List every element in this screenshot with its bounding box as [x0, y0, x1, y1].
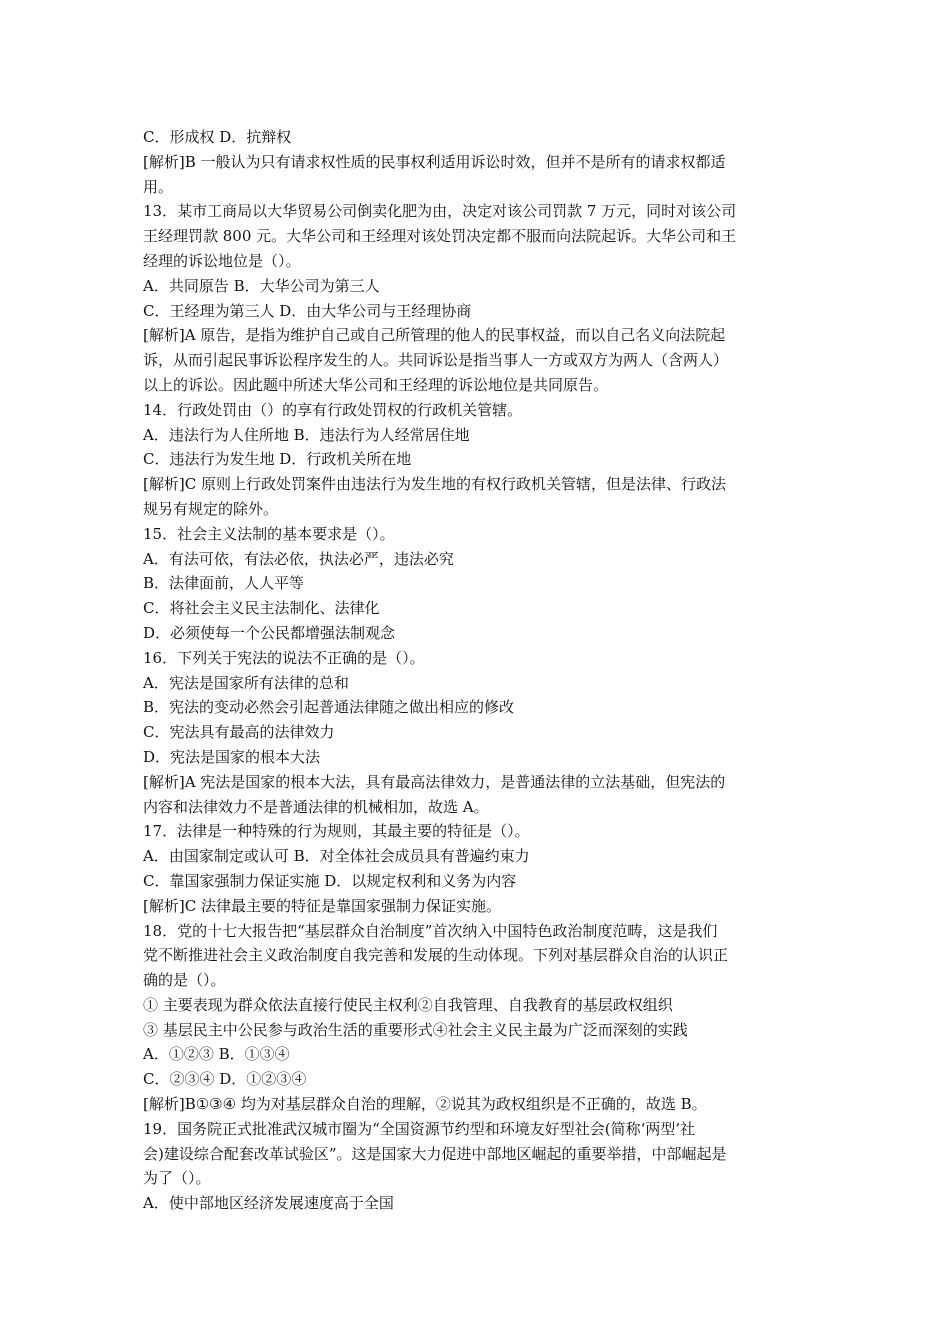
text-line: C．②③④ D．①②③④ [143, 1070, 307, 1089]
text-line: A．使中部地区经济发展速度高于全国 [143, 1194, 394, 1213]
text-line: A．共同原告 B．大华公司为第三人 [143, 276, 380, 295]
text-line: 14．行政处罚由（）的享有行政处罚权的行政机关管辖。 [143, 400, 523, 419]
text-line: 18．党的十七大报告把“基层群众自治制度”首次纳入中国特色政治制度范畴，这是我们 [143, 921, 718, 940]
text-line: 确的是（）。 [143, 971, 226, 990]
document-page [143, 125, 811, 1216]
text-line: 15．社会主义法制的基本要求是（）。 [143, 524, 395, 543]
text-line: [解析]B①③④ 均为对基层群众自治的理解，②说其为政权组织是不正确的，故选 B。 [143, 1095, 707, 1114]
text-line: A．有法可依，有法必依，执法必严，违法必究 [143, 549, 454, 568]
text-line: A．①②③ B．①③④ [143, 1045, 290, 1064]
text-line: 王经理罚款 800 元。大华公司和王经理对该处罚决定都不服而向法院起诉。大华公司和王 [143, 227, 737, 246]
text-line: 诉，从而引起民事诉讼程序发生的人。共同诉讼是指当事人一方或双方为两人（含两人） [143, 351, 729, 370]
text-line: 17．法律是一种特殊的行为规则，其最主要的特征是（）。 [143, 822, 530, 841]
text-line: D．必须使每一个公民都增强法制观念 [143, 623, 396, 642]
text-line: 党不断推进社会主义政治制度自我完善和发展的生动体现。下列对基层群众自治的认识正 [143, 946, 729, 965]
text-line: B．法律面前，人人平等 [143, 574, 305, 593]
text-line: [解析]C 原则上行政处罚案件由违法行为发生地的有权行政机关管辖，但是法律、行政法 [143, 475, 726, 494]
text-line: 以上的诉讼。因此题中所述大华公司和王经理的诉讼地位是共同原告。 [143, 375, 609, 394]
text-line: 16．下列关于宪法的说法不正确的是（）。 [143, 648, 425, 667]
text-line: A．宪法是国家所有法律的总和 [143, 673, 349, 692]
text-line: 会)建设综合配套改革试验区”。这是国家大力促进中部地区崛起的重要举措，中部崛起是 [143, 1144, 727, 1163]
text-line: C．靠国家强制力保证实施 D．以规定权利和义务为内容 [143, 871, 517, 890]
text-line: 13．某市工商局以大华贸易公司倒卖化肥为由，决定对该公司罚款 7 万元，同时对该公司 [143, 202, 737, 221]
text-line: A．违法行为人住所地 B．违法行为人经常居住地 [143, 425, 470, 444]
text-line: ③ 基层民主中公民参与政治生活的重要形式④社会主义民主最为广泛而深刻的实践 [143, 1020, 688, 1039]
text-line: 规另有规定的除外。 [143, 499, 279, 518]
text-line: 为了（）。 [143, 1169, 211, 1188]
text-line: [解析]A 宪法是国家的根本大法，具有最高法律效力，是普通法律的立法基础，但宪法的 [143, 772, 726, 791]
text-line: C．宪法具有最高的法律效力 [143, 723, 335, 742]
text-line: D．宪法是国家的根本大法 [143, 747, 321, 766]
text-line: 经理的诉讼地位是（）。 [143, 251, 301, 270]
text-line: A．由国家制定或认可 B．对全体社会成员具有普遍约束力 [143, 847, 530, 866]
text-line: C．将社会主义民主法制化、法律化 [143, 599, 380, 618]
text-line: ① 主要表现为群众依法直接行使民主权利②自我管理、自我教育的基层政权组织 [143, 995, 673, 1014]
text-line: [解析]C 法律最主要的特征是靠国家强制力保证实施。 [143, 896, 501, 915]
text-line: 用。 [143, 177, 174, 196]
text-line: [解析]A 原告，是指为维护自己或自己所管理的他人的民事权益，而以自己名义向法院起 [143, 326, 726, 345]
text-line: B．宪法的变动必然会引起普通法律随之做出相应的修改 [143, 698, 515, 717]
text-line: C．违法行为发生地 D．行政机关所在地 [143, 450, 412, 469]
text-line: 19．国务院正式批准武汉城市圈为“全国资源节约型和环境友好型社会(简称‘两型’社 [143, 1119, 696, 1138]
text-line: [解析]B 一般认为只有请求权性质的民事权利适用诉讼时效，但并不是所有的请求权都适 [143, 152, 726, 171]
text-line: C．形成权 D．抗辩权 [143, 128, 292, 146]
text-line: C．王经理为第三人 D．由大华公司与王经理协商 [143, 301, 472, 320]
text-line: 内容和法律效力不是普通法律的机械相加，故选 A。 [143, 797, 489, 816]
